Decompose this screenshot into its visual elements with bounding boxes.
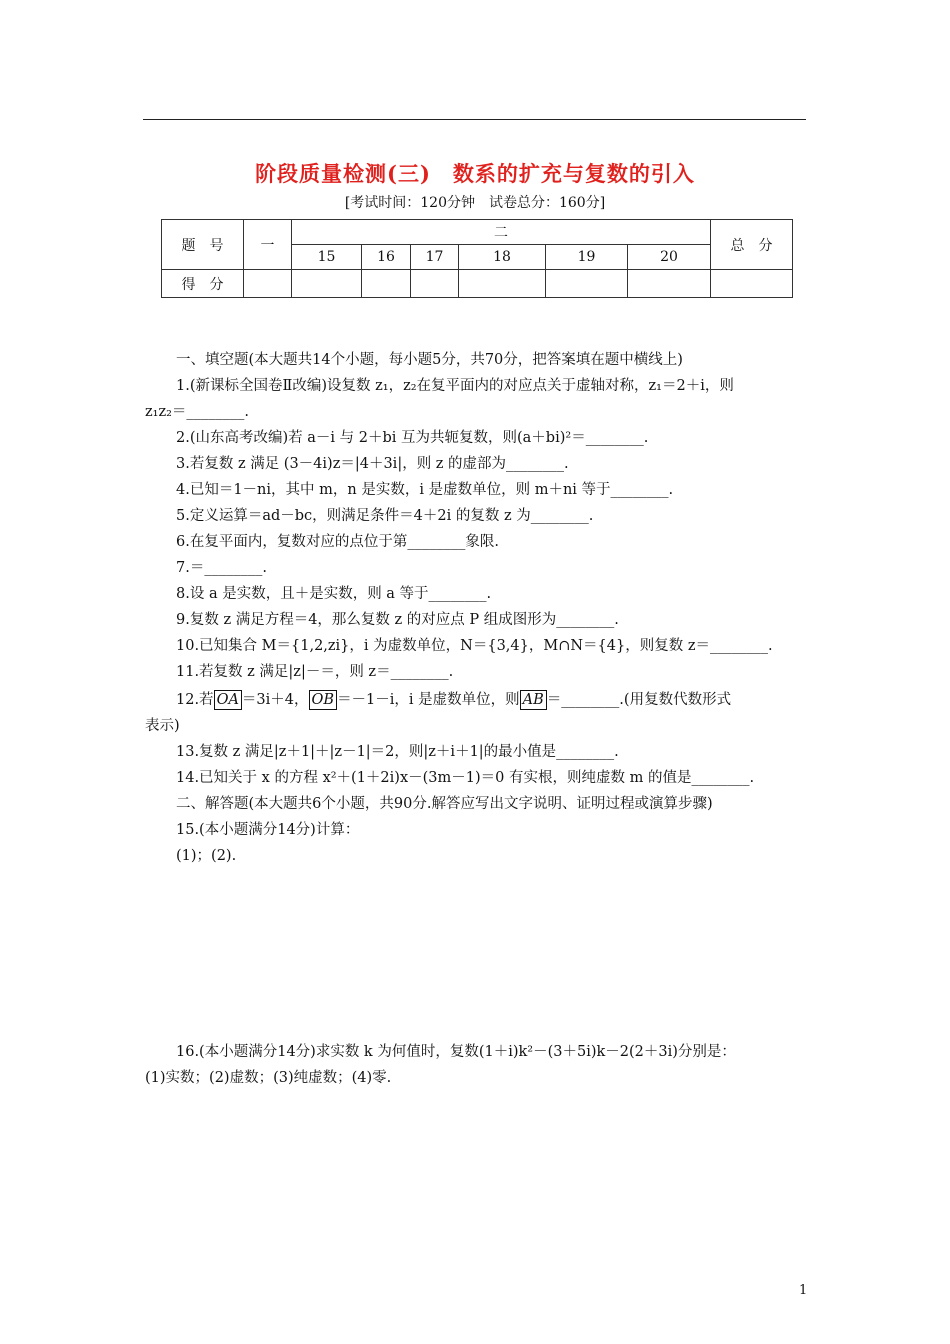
- score-cell: [546, 270, 628, 298]
- score-cell: [628, 270, 711, 298]
- q12-text: ＝－1－i，i 是虚数单位，则: [337, 692, 520, 708]
- question-line: 8.设 a 是实数，且＋是实数，则 a 等于________.: [176, 586, 492, 602]
- question-line: 6.在复平面内，复数对应的点位于第________象限.: [176, 534, 499, 550]
- q12-suffix: ＝________.(用复数代数形式: [546, 692, 732, 708]
- score-table-number: 19: [546, 245, 628, 270]
- q12-prefix: 12.若: [176, 692, 214, 708]
- question-line: 2.(山东高考改编)若 a－i 与 2＋bi 互为共轭复数，则(a＋bi)²＝________.: [176, 430, 649, 446]
- score-table-label-score: 得 分: [162, 270, 244, 298]
- score-cell: [411, 270, 459, 298]
- vector-ob: OB: [309, 690, 338, 710]
- question-line: 5.定义运算＝ad－bc，则满足条件＝4＋2i 的复数 z 为________.: [176, 508, 594, 524]
- score-table-number: 16: [362, 245, 411, 270]
- section-heading: 二、解答题(本大题共6个小题，共90分.解答应写出文字说明、证明过程或演算步骤): [176, 796, 713, 812]
- score-table-part2: 二: [292, 220, 711, 245]
- header-rule: [143, 119, 806, 120]
- score-table-number: 17: [411, 245, 459, 270]
- score-table-number: 18: [459, 245, 546, 270]
- score-table-label-question: 题 号: [162, 220, 244, 270]
- question-12-cont: 表示): [145, 718, 180, 734]
- question-line: (1)；(2).: [176, 848, 237, 864]
- score-table-part1: 一: [244, 220, 292, 270]
- score-cell: [292, 270, 362, 298]
- question-line: z₁z₂＝________.: [145, 404, 250, 420]
- score-table-number: 20: [628, 245, 711, 270]
- q12-text: ＝3i＋4，: [241, 692, 309, 708]
- score-table-number: 15: [292, 245, 362, 270]
- question-line: 9.复数 z 满足方程＝4，那么复数 z 的对应点 P 组成图形为________.: [176, 612, 619, 628]
- question-12: [176, 688, 731, 710]
- question-line: 14.已知关于 x 的方程 x²＋(1＋2i)x－(3m－1)＝0 有实根，则纯虚数 m 的值是________.: [176, 770, 755, 786]
- question-line: 16.(本小题满分14分)求实数 k 为何值时，复数(1＋i)k²－(3＋5i)k－2(2＋3i)分别是：: [176, 1044, 736, 1060]
- score-table-total: 总 分: [711, 220, 793, 270]
- vector-ab: AB: [520, 690, 547, 710]
- page-title: 阶段质量检测(三) 数系的扩充与复数的引入: [255, 161, 695, 186]
- question-line: 11.若复数 z 满足|z|－＝，则 z＝________.: [176, 664, 454, 680]
- page-number: 1: [799, 1283, 808, 1298]
- score-cell: [459, 270, 546, 298]
- section-heading: 一、填空题(本大题共14个小题，每小题5分，共70分，把答案填在题中横线上): [176, 352, 683, 368]
- question-line: 13.复数 z 满足|z＋1|＋|z－1|＝2，则|z＋i＋1|的最小值是________.: [176, 744, 619, 760]
- question-line: 15.(本小题满分14分)计算：: [176, 822, 360, 838]
- question-line: 3.若复数 z 满足 (3－4i)z＝|4＋3i|，则 z 的虚部为________.: [176, 456, 569, 472]
- question-line: 1.(新课标全国卷Ⅱ改编)设复数 z₁，z₂在复平面内的对应点关于虚轴对称，z₁＝2＋i，则: [176, 378, 734, 394]
- score-cell: [244, 270, 292, 298]
- question-line: 7.＝________.: [176, 560, 267, 576]
- exam-info: [考试时间：120分钟 试卷总分：160分]: [344, 195, 606, 211]
- question-line: 4.已知＝1－ni，其中 m，n 是实数，i 是虚数单位，则 m＋ni 等于________.: [176, 482, 674, 498]
- question-line: 10.已知集合 M＝{1,2,zi}，i 为虚数单位，N＝{3,4}，M∩N＝{4}，则复数 z＝________.: [176, 638, 773, 654]
- score-cell: [711, 270, 793, 298]
- score-table: [161, 219, 793, 298]
- vector-oa: OA: [214, 690, 242, 710]
- question-line: (1)实数；(2)虚数；(3)纯虚数；(4)零.: [145, 1070, 392, 1086]
- score-cell: [362, 270, 411, 298]
